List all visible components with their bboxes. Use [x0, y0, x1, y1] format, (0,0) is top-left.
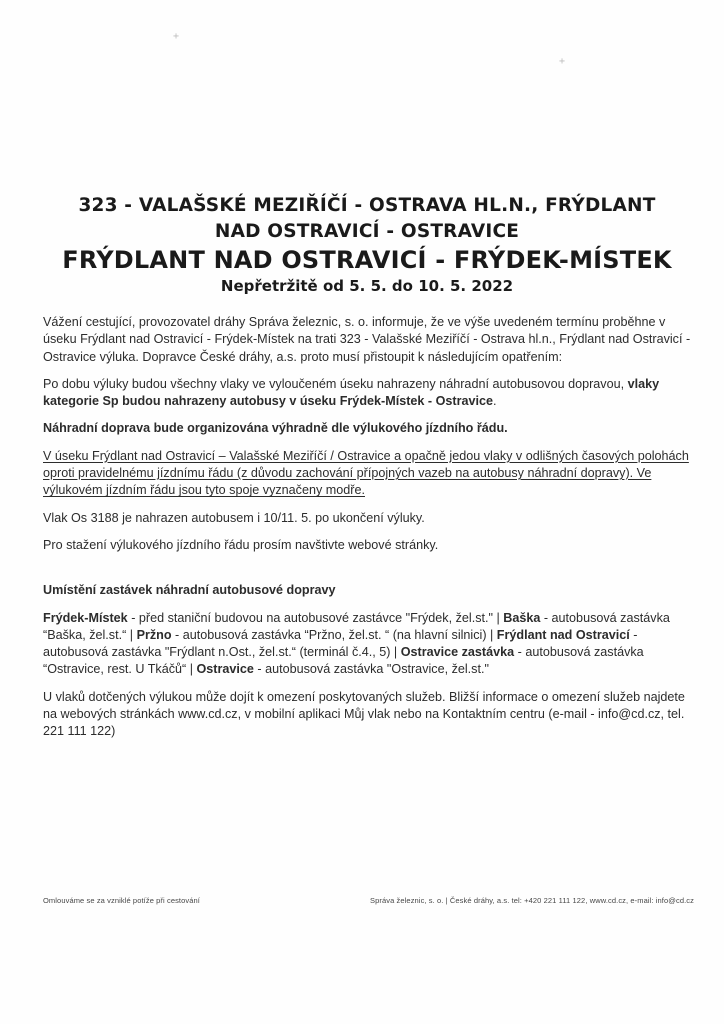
replacement-lead: Po dobu výluky budou všechny vlaky ve vyloučeném úseku nahrazeny náhradní autobusovou dopravou,	[43, 376, 628, 391]
line-title-row1: 323 - VALAŠSKÉ MEZIŘÍČÍ - OSTRAVA HL.N., FRÝDLANT	[78, 195, 656, 216]
footer-contact: Správa železnic, s. o. | České dráhy, a.s. tel: +420 221 111 122, www.cd.cz, e-mail: info@cd.cz	[369, 896, 694, 905]
stop-detail: - autobusová zastávka "Ostravice, žel.st."	[253, 662, 489, 677]
footer-apology: Omlouváme se za vzniklé potíže při cestování	[43, 896, 200, 905]
stop-detail: - autobusová zastávka “Ostravice, rest. U Tkáčů“ |	[43, 645, 644, 677]
scan-artifact-mark: +	[559, 56, 566, 67]
download-note: Pro stažení výlukového jízdního řádu prosím navštivte webové stránky.	[43, 537, 439, 552]
scan-artifact-mark: +	[173, 31, 180, 42]
stop-name: Frýdek-Místek	[43, 610, 128, 625]
stop-detail: - autobusová zastávka "Frýdlant n.Ost., žel.st.“ (terminál č.4., 5) |	[43, 627, 638, 660]
intro-paragraph: Vážení cestující, provozovatel dráhy Správa železnic, s. o. informuje, že ve výše uvedeném termínu proběhne v úseku Frýdlant nad Ostravicí - Frýdek-Místek na trati 323 - Valašské Meziříčí - Ostrava hl.n., Frýdlant nad Ostravicí - Ostravice výluka. Dopravce České dráhy, a.s. proto musí přistoupit k následujícím opatřením:	[43, 315, 691, 364]
stops-paragraph	[43, 610, 691, 679]
closed-section-title: FRÝDLANT NAD OSTRAVICÍ - FRÝDEK-MÍSTEK	[62, 246, 672, 274]
stops-heading: Umístění zastávek náhradní autobusové dopravy	[43, 583, 336, 598]
title-block	[43, 193, 691, 298]
os3188-note: Vlak Os 3188 je nahrazen autobusem i 10/11. 5. po ukončení výluky.	[43, 510, 425, 525]
stop-detail: - autobusová zastávka “Pržno, žel.st. “ (na hlavní silnici) |	[171, 627, 497, 642]
page-footer	[43, 896, 694, 905]
services-limitation-note: U vlaků dotčených výlukou může dojít k omezení poskytovaných služeb. Bližší informace o omezení služeb najdete na webových stránkách www.cd.cz, v mobilní aplikaci Můj vlak nebo na Kontaktním centru (e-mail - info@cd.cz, tel. 221 111 122)	[43, 689, 685, 739]
stop-name: Frýdlant nad Ostravicí	[496, 627, 630, 642]
schedule-deviation-note: V úseku Frýdlant nad Ostravicí – Valašské Meziříčí / Ostravice a opačně jedou vlaky v odlišných časových polohách oproti pravidelnému jízdnímu řádu (z důvodu zachování přípojných vazeb na autobusy náhradní dopravy). Ve výlukovém jízdním řádu jsou tyto spoje vyznačeny modře.	[43, 448, 689, 498]
replacement-tail: .	[493, 394, 497, 409]
stop-name: Pržno	[136, 627, 172, 642]
organization-note: Náhradní doprava bude organizována výhradně dle výlukového jízdního řádu.	[43, 421, 508, 436]
stop-name: Ostravice	[196, 662, 254, 677]
stop-name: Baška	[503, 610, 541, 625]
stop-detail: - před staniční budovou na autobusové zastávce "Frýdek, žel.st." |	[127, 610, 504, 625]
notice-content	[43, 193, 691, 751]
replacement-emphasis: vlaky kategorie Sp budou nahrazeny autobusy v úseku Frýdek-Místek - Ostravice	[43, 376, 660, 409]
validity-period: Nepřetržitě od 5. 5. do 10. 5. 2022	[220, 277, 514, 295]
notice-body	[43, 314, 691, 741]
stop-detail: - autobusová zastávka “Baška, žel.st.“ |	[43, 610, 670, 642]
line-title-row2: NAD OSTRAVICÍ - OSTRAVICE	[214, 221, 520, 242]
stop-name: Ostravice zastávka	[400, 645, 515, 660]
replacement-paragraph	[43, 376, 691, 411]
